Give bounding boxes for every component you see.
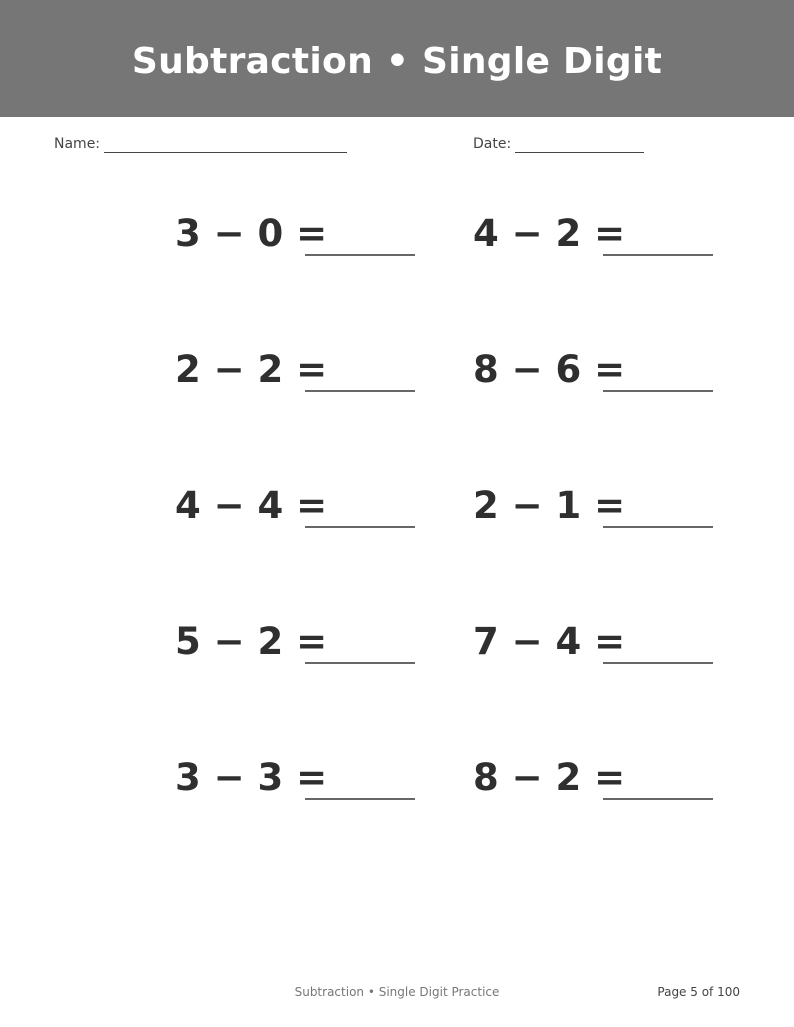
answer-line[interactable]	[305, 798, 415, 800]
problem-expression: 7 − 4 =	[473, 620, 626, 663]
page-number: Page 5 of 100	[657, 985, 740, 999]
name-blank-line[interactable]	[104, 134, 347, 153]
problem-expression: 8 − 2 =	[473, 756, 626, 799]
problem	[473, 348, 625, 392]
problem	[175, 756, 327, 800]
answer-line[interactable]	[603, 390, 713, 392]
answer-line[interactable]	[305, 526, 415, 528]
problem-expression: 4 − 4 =	[175, 484, 328, 527]
footer-caption: Subtraction • Single Digit Practice	[294, 985, 500, 999]
problem-expression: 5 − 2 =	[175, 620, 328, 663]
date-field[interactable]	[473, 134, 644, 154]
problem-expression: 8 − 6 =	[473, 348, 626, 391]
problem	[175, 620, 327, 664]
answer-line[interactable]	[603, 526, 713, 528]
page-title: Subtraction • Single Digit	[131, 41, 663, 82]
answer-line[interactable]	[305, 390, 415, 392]
problem-expression: 2 − 2 =	[175, 348, 328, 391]
date-label: Date:	[473, 136, 512, 152]
problem-expression: 3 − 3 =	[175, 756, 328, 799]
answer-line[interactable]	[305, 662, 415, 664]
answer-line[interactable]	[305, 254, 415, 256]
answer-line[interactable]	[603, 254, 713, 256]
date-blank-line[interactable]	[515, 134, 644, 153]
problem	[175, 212, 327, 256]
problem	[473, 756, 625, 800]
problem	[473, 620, 625, 664]
problem	[473, 212, 625, 256]
header-banner	[0, 0, 794, 117]
problem	[473, 484, 625, 528]
answer-line[interactable]	[603, 662, 713, 664]
problem-expression: 4 − 2 =	[473, 212, 626, 255]
problem	[175, 348, 327, 392]
problem-expression: 2 − 1 =	[473, 484, 626, 527]
problem-expression: 3 − 0 =	[175, 212, 328, 255]
answer-line[interactable]	[603, 798, 713, 800]
name-field[interactable]	[54, 134, 347, 154]
name-label: Name:	[54, 136, 101, 152]
problem	[175, 484, 327, 528]
